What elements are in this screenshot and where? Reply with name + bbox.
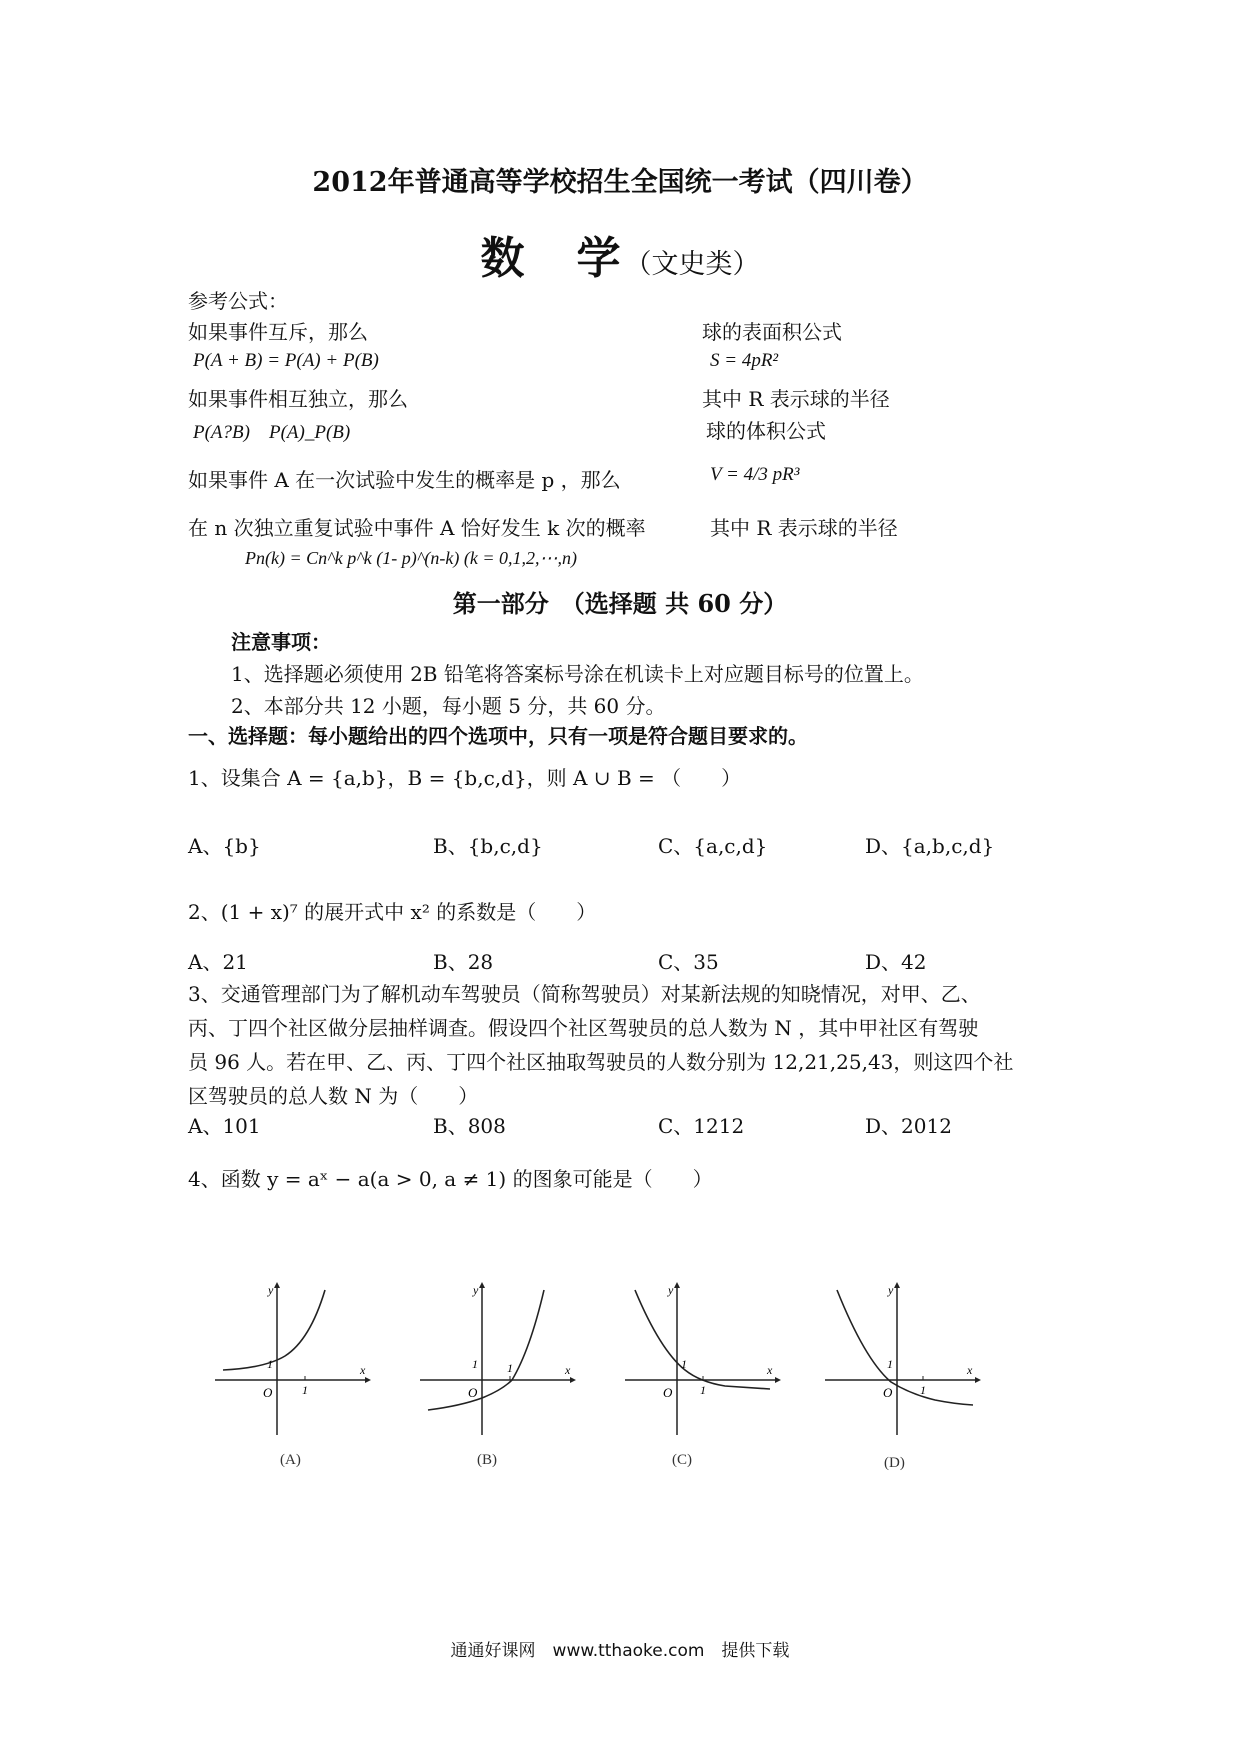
part1-title: 第一部分 （选择题 共 60 分） — [452, 589, 788, 618]
q1-option-d: D、{a,b,c,d} — [865, 834, 995, 858]
question-3-line-4: 区驾驶员的总人数 N 为（ ） — [188, 1084, 479, 1108]
graph-d-origin: O — [883, 1385, 893, 1400]
graph-c-x-label: x — [767, 1363, 773, 1377]
q3-option-a: A、101 — [188, 1114, 261, 1138]
graph-b-one-y: 1 — [472, 1357, 478, 1371]
question-3-line-3: 员 96 人。若在甲、乙、丙、丁四个社区抽取驾驶员的人数分别为 12,21,25,43，则这四个社 — [188, 1050, 1014, 1074]
graph-b-curve — [428, 1290, 544, 1410]
graph-b — [420, 1280, 580, 1440]
formula-right-4: 球的体积公式 — [706, 419, 826, 443]
q1-option-a: A、{b} — [188, 834, 261, 858]
q1-option-c: C、{a,c,d} — [658, 834, 768, 858]
graph-a-y-label: y — [268, 1283, 274, 1297]
question-4-stem: 4、函数 y = aˣ − a(a > 0, a ≠ 1) 的图象可能是（ ） — [188, 1167, 713, 1191]
graph-c-curve — [635, 1290, 770, 1389]
graph-a-x-label: x — [360, 1363, 366, 1377]
notice-heading: 注意事项： — [231, 630, 331, 654]
formula-right-3: 其中 R 表示球的半径 — [702, 387, 890, 411]
graph-c — [625, 1280, 785, 1440]
graph-a-caption: (A) — [280, 1452, 301, 1468]
graph-c-origin: O — [663, 1385, 673, 1400]
formula-right-2: S = 4pR² — [710, 350, 779, 371]
q3-option-b: B、808 — [433, 1114, 506, 1138]
q2-option-c: C、35 — [658, 950, 719, 974]
graph-a-x-arrow — [365, 1377, 371, 1383]
exam-title: 2012年普通高等学校招生全国统一考试（四川卷） — [312, 167, 928, 198]
graph-c-y-arrow — [674, 1282, 680, 1288]
graph-c-x-arrow — [775, 1377, 781, 1383]
graph-d-caption: (D) — [884, 1455, 905, 1471]
q2-option-d: D、42 — [865, 950, 927, 974]
formula-left-4: P(A?B) P(A)_P(B) — [193, 422, 351, 443]
footer-text: 通通好课网 www.tthaoke.com 提供下载 — [450, 1641, 790, 1661]
graph-d — [825, 1280, 985, 1440]
graph-a-one-y: 1 — [267, 1357, 273, 1371]
formulas-heading: 参考公式： — [188, 289, 288, 313]
q2-option-a: A、21 — [188, 950, 248, 974]
section-heading: 一、选择题：每小题给出的四个选项中，只有一项是符合题目要求的。 — [188, 724, 808, 748]
notice-2: 2、本部分共 12 小题，每小题 5 分，共 60 分。 — [231, 694, 666, 718]
graph-c-caption: (C) — [672, 1452, 692, 1468]
graph-b-x-arrow — [570, 1377, 576, 1383]
graph-d-curve — [837, 1290, 973, 1405]
graph-b-x-label: x — [565, 1363, 571, 1377]
graph-a-y-arrow — [274, 1282, 280, 1288]
graph-c-one-y: 1 — [681, 1357, 687, 1371]
formula-left-2: P(A + B) = P(A) + P(B) — [193, 350, 379, 371]
graph-a-one-x: 1 — [302, 1383, 308, 1397]
subject-heading — [0, 222, 1240, 286]
graph-d-y-arrow — [894, 1282, 900, 1288]
graph-b-origin: O — [468, 1385, 478, 1400]
graph-b-one-x: 1 — [507, 1361, 513, 1375]
formula-right-6: 其中 R 表示球的半径 — [710, 516, 898, 540]
graph-d-y-label: y — [888, 1283, 894, 1297]
formula-left-1: 如果事件互斥，那么 — [188, 320, 368, 344]
graph-a — [215, 1280, 375, 1440]
graph-a-origin: O — [263, 1385, 273, 1400]
question-2-stem: 2、(1 + x)⁷ 的展开式中 x² 的系数是（ ） — [188, 900, 597, 924]
graph-d-one-x: 1 — [920, 1383, 926, 1397]
graph-c-y-label: y — [668, 1283, 674, 1297]
q3-option-c: C、1212 — [658, 1114, 745, 1138]
formula-left-5: 如果事件 A 在一次试验中发生的概率是 p ，那么 — [188, 468, 621, 492]
q1-option-b: B、{b,c,d} — [433, 834, 543, 858]
question-3-line-1: 3、交通管理部门为了解机动车驾驶员（简称驾驶员）对某新法规的知晓情况，对甲、乙、 — [188, 982, 981, 1006]
formula-left-3: 如果事件相互独立，那么 — [188, 387, 408, 411]
graph-b-y-arrow — [479, 1282, 485, 1288]
graph-c-one-x: 1 — [700, 1383, 706, 1397]
formula-right-1: 球的表面积公式 — [702, 320, 842, 344]
graph-b-caption: (B) — [477, 1452, 497, 1468]
graph-d-x-label: x — [967, 1363, 973, 1377]
subject-subtitle: （文史类） — [624, 249, 760, 280]
graph-a-curve — [223, 1290, 325, 1370]
q2-option-b: B、28 — [433, 950, 494, 974]
formula-left-7: Pn(k) = Cn^k p^k (1- p)^(n-k) (k = 0,1,2,⋯,n) — [245, 548, 577, 568]
formula-left-6: 在 n 次独立重复试验中事件 A 恰好发生 k 次的概率 — [188, 516, 646, 540]
graph-b-y-label: y — [473, 1283, 479, 1297]
subject-title: 数 学 — [480, 233, 625, 284]
graph-d-one-y: 1 — [887, 1357, 893, 1371]
question-1-stem: 1、设集合 A = {a,b}，B = {b,c,d}，则 A ∪ B = （ ） — [188, 766, 742, 790]
notice-1: 1、选择题必须使用 2B 铅笔将答案标号涂在机读卡上对应题目标号的位置上。 — [231, 662, 924, 686]
q3-option-d: D、2012 — [865, 1114, 952, 1138]
graph-d-x-arrow — [975, 1377, 981, 1383]
formula-right-5: V = 4/3 pR³ — [710, 464, 800, 485]
question-3-line-2: 丙、丁四个社区做分层抽样调查。假设四个社区驾驶员的总人数为 N ，其中甲社区有驾驶 — [188, 1016, 979, 1040]
